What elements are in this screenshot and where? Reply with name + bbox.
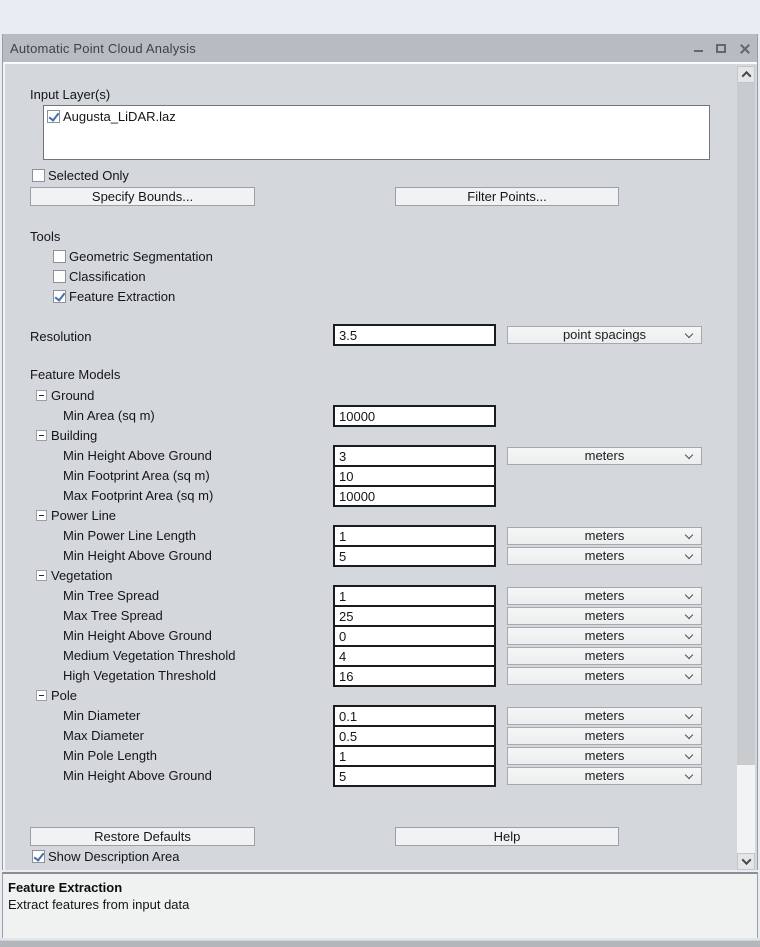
resolution-label: Resolution: [30, 329, 92, 344]
param-unit-select[interactable]: [507, 647, 702, 665]
param-value-input[interactable]: [333, 405, 496, 427]
tree-section-power-line: [5, 506, 725, 526]
param-unit-select[interactable]: [507, 607, 702, 625]
param-unit-value: meters: [584, 548, 625, 563]
checkbox-box[interactable]: [53, 290, 66, 303]
param-unit-value: meters: [584, 528, 625, 543]
chevron-down-icon: [685, 771, 693, 779]
param-unit-select[interactable]: [507, 727, 702, 745]
checkbox-label: Selected Only: [48, 167, 129, 183]
param-label: Min Diameter: [63, 708, 141, 723]
param-label: Max Footprint Area (sq m): [63, 488, 214, 503]
param-unit-value: meters: [584, 708, 625, 723]
help-button[interactable]: Help: [395, 827, 619, 846]
param-label: Min Footprint Area (sq m): [63, 468, 210, 483]
tree-section-building: [5, 426, 725, 446]
description-title: Feature Extraction: [8, 880, 123, 895]
tree-section-label: Pole: [51, 688, 78, 703]
tree-section-label: Building: [51, 428, 98, 443]
chevron-down-icon: [685, 611, 693, 619]
collapse-toggle-icon[interactable]: [36, 390, 47, 401]
checkbox-box[interactable]: [32, 850, 45, 863]
restore-defaults-button[interactable]: Restore Defaults: [30, 827, 255, 846]
tools-label: Tools: [30, 229, 61, 244]
param-unit-value: meters: [584, 768, 625, 783]
param-unit-select[interactable]: [507, 547, 702, 565]
show-description-checkbox[interactable]: [32, 848, 180, 864]
feature-param-row: [5, 746, 725, 766]
dialog-client-area: [3, 62, 757, 870]
collapse-toggle-icon[interactable]: [36, 510, 47, 521]
param-value-input[interactable]: [333, 525, 496, 547]
feature-param-row: [5, 446, 725, 466]
checkbox-box[interactable]: [32, 169, 45, 182]
checkbox-label: Augusta_LiDAR.laz: [63, 108, 176, 124]
tree-section-pole: [5, 686, 725, 706]
param-label: Min Height Above Ground: [63, 628, 212, 643]
tree-section-label: Vegetation: [51, 568, 113, 583]
param-value-input[interactable]: [333, 465, 496, 487]
param-value-input[interactable]: [333, 625, 496, 647]
param-unit-value: meters: [584, 448, 625, 463]
feature-param-row: [5, 766, 725, 786]
checkbox-label: Classification: [69, 268, 146, 284]
feature-param-row: [5, 626, 725, 646]
collapse-toggle-icon[interactable]: [36, 570, 47, 581]
chevron-down-icon: [685, 651, 693, 659]
tool-checkbox-classification[interactable]: [53, 268, 146, 284]
chevron-down-icon: [685, 711, 693, 719]
param-unit-select[interactable]: [507, 767, 702, 785]
param-value-input[interactable]: [333, 645, 496, 667]
window-controls: [691, 34, 751, 62]
layer-item[interactable]: [47, 108, 706, 124]
resolution-input[interactable]: [333, 324, 496, 346]
automatic-point-cloud-analysis-dialog: [2, 34, 758, 870]
param-value-input[interactable]: [333, 765, 496, 787]
dialog-titlebar[interactable]: [3, 34, 757, 62]
feature-param-row: [5, 466, 725, 486]
description-body: Extract features from input data: [8, 897, 190, 912]
feature-param-row: [5, 526, 725, 546]
scrollbar-thumb[interactable]: [737, 83, 755, 765]
param-unit-select[interactable]: [507, 667, 702, 685]
param-unit-value: meters: [584, 648, 625, 663]
param-unit-value: meters: [584, 728, 625, 743]
checkbox-box[interactable]: [53, 270, 66, 283]
param-label: Min Tree Spread: [63, 588, 160, 603]
feature-param-row: [5, 646, 725, 666]
feature-models-label: Feature Models: [30, 367, 121, 382]
chevron-down-icon: [741, 855, 751, 865]
param-label: Min Height Above Ground: [63, 548, 212, 563]
param-label: Min Height Above Ground: [63, 448, 212, 463]
checkbox-box[interactable]: [53, 250, 66, 263]
chevron-up-icon: [741, 71, 751, 81]
param-label: Max Tree Spread: [63, 608, 163, 623]
param-unit-select[interactable]: [507, 587, 702, 605]
minimize-icon: [694, 50, 703, 52]
param-value-input[interactable]: [333, 485, 496, 507]
param-label: High Vegetation Threshold: [63, 668, 216, 683]
param-value-input[interactable]: [333, 745, 496, 767]
chevron-down-icon: [685, 731, 693, 739]
minimize-button[interactable]: [691, 41, 705, 55]
param-label: Medium Vegetation Threshold: [63, 648, 236, 663]
scrollbar-up-button[interactable]: [737, 66, 755, 83]
param-unit-select[interactable]: [507, 707, 702, 725]
param-unit-value: meters: [584, 668, 625, 683]
feature-param-row: [5, 546, 725, 566]
vertical-scrollbar[interactable]: [737, 66, 755, 870]
filter-points-button[interactable]: Filter Points...: [395, 187, 619, 206]
tool-checkbox-geometric-segmentation[interactable]: [53, 248, 213, 264]
window-bottom-edge: [0, 940, 760, 947]
param-value-input[interactable]: [333, 705, 496, 727]
param-label: Min Area (sq m): [63, 408, 155, 423]
scrollbar-down-button[interactable]: [737, 853, 755, 870]
param-unit-select[interactable]: [507, 747, 702, 765]
chevron-down-icon: [685, 531, 693, 539]
checkbox-label: Geometric Segmentation: [69, 248, 213, 264]
feature-param-row: [5, 606, 725, 626]
param-label: Min Power Line Length: [63, 528, 196, 543]
description-area: [2, 872, 758, 938]
tool-checkbox-feature-extraction[interactable]: [53, 288, 175, 304]
selected-only-checkbox[interactable]: [32, 167, 129, 183]
tree-section-vegetation: [5, 566, 725, 586]
chevron-down-icon: [685, 451, 693, 459]
param-unit-select[interactable]: [507, 627, 702, 645]
feature-param-row: [5, 706, 725, 726]
param-value-input[interactable]: [333, 585, 496, 607]
checkbox-label: Feature Extraction: [69, 288, 176, 304]
checkbox-box[interactable]: [47, 110, 60, 123]
param-unit-value: meters: [584, 628, 625, 643]
resolution-unit-select[interactable]: [507, 326, 702, 344]
collapse-toggle-icon[interactable]: [36, 690, 47, 701]
param-value-input[interactable]: [333, 725, 496, 747]
param-value-input[interactable]: [333, 605, 496, 627]
param-unit-value: meters: [584, 588, 625, 603]
maximize-button[interactable]: [714, 41, 728, 55]
chevron-down-icon: [685, 671, 693, 679]
param-unit-value: meters: [584, 608, 625, 623]
param-unit-select[interactable]: [507, 527, 702, 545]
param-value-input[interactable]: [333, 445, 496, 467]
chevron-down-icon: [685, 751, 693, 759]
resolution-unit-value: point spacings: [562, 327, 647, 342]
input-layers-listbox[interactable]: [43, 105, 710, 160]
chevron-down-icon: [685, 631, 693, 639]
feature-param-row: [5, 666, 725, 686]
input-layers-label: Input Layer(s): [30, 87, 111, 102]
close-icon: [739, 43, 750, 54]
feature-param-row: [5, 586, 725, 606]
param-value-input[interactable]: [333, 665, 496, 687]
tree-section-ground: [5, 386, 725, 406]
checkbox-label: Show Description Area: [48, 848, 180, 864]
tree-section-label: Ground: [51, 388, 95, 403]
close-button[interactable]: [737, 41, 751, 55]
chevron-down-icon: [685, 591, 693, 599]
maximize-icon: [716, 44, 726, 53]
collapse-toggle-icon[interactable]: [36, 430, 47, 441]
param-value-input[interactable]: [333, 545, 496, 567]
chevron-down-icon: [685, 551, 693, 559]
specify-bounds-button[interactable]: Specify Bounds...: [30, 187, 255, 206]
param-unit-value: meters: [584, 748, 625, 763]
feature-models-tree: [5, 386, 725, 786]
feature-param-row: [5, 486, 725, 506]
param-unit-select[interactable]: [507, 447, 702, 465]
param-label: Max Diameter: [63, 728, 144, 743]
feature-param-row: [5, 406, 725, 426]
chevron-down-icon: [685, 330, 693, 338]
feature-param-row: [5, 726, 725, 746]
param-label: Min Height Above Ground: [63, 768, 212, 783]
dialog-title: Automatic Point Cloud Analysis: [10, 40, 196, 56]
param-label: Min Pole Length: [63, 748, 157, 763]
tree-section-label: Power Line: [51, 508, 117, 523]
